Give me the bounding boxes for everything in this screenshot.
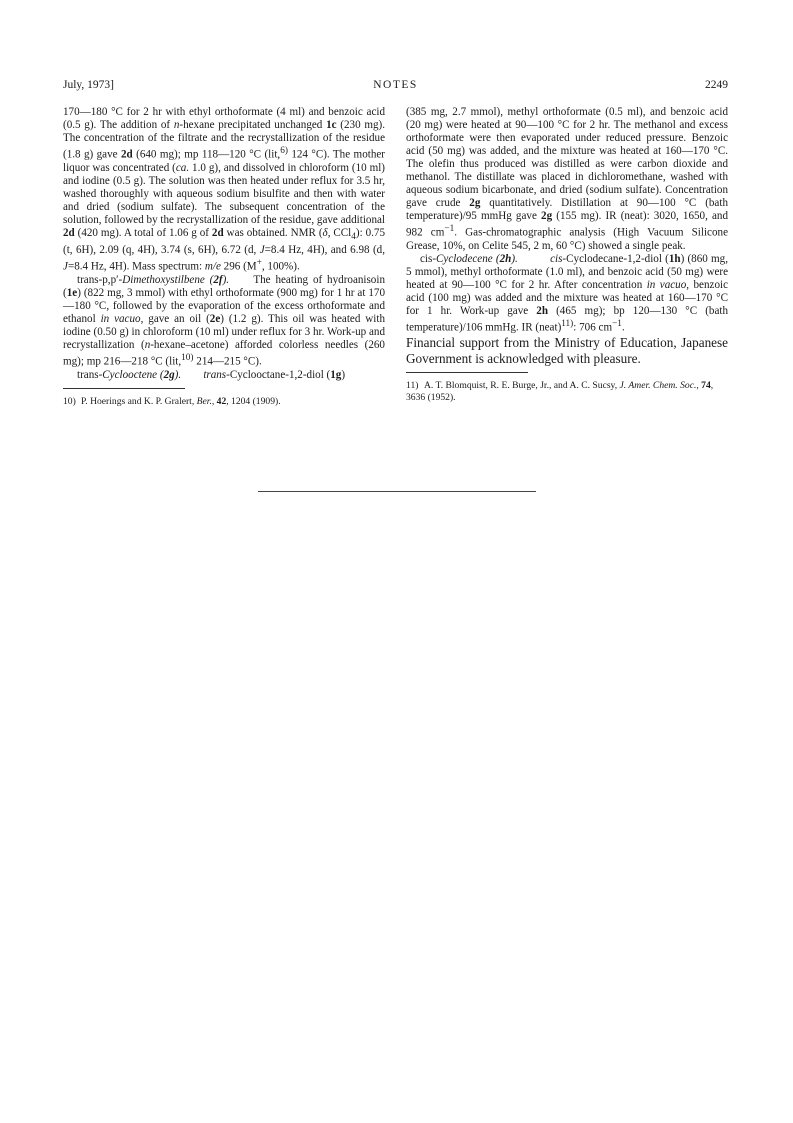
right-column xyxy=(406,106,728,404)
paragraph-cyclooctene-start: trans-Cyclooctene (2g). trans-Cyclooctane-1,2-diol (1g) xyxy=(77,369,346,382)
page-number: 2249 xyxy=(705,79,728,91)
acknowledgment: Financial support from the Ministry of Education, Japanese Government is acknowledged with pleasure. xyxy=(406,335,728,366)
footnote-divider xyxy=(406,372,528,373)
header-date: July, 1973] xyxy=(63,79,115,91)
article-end-rule xyxy=(258,491,536,492)
footnote-number: 10) xyxy=(63,396,76,408)
footnote-divider xyxy=(63,388,185,389)
footnote-10 xyxy=(63,396,385,408)
footnote-number: 11) xyxy=(406,380,419,392)
paragraph-2d-synthesis: 170—180 °C for 2 hr with ethyl orthoformate (4 ml) and benzoic acid (0.5 g). The addition of n-hexane precipitated unchanged 1c (230 mg). The concentration of the filtrate and the recrystallization of the residue (1.8 g) gave 2d (640 mg); mp 118—120 °C (lit,$^{6)}$ 124 °C). The mother liquor was concentrated (ca. 1.0 g), and dissolved in chloroform (10 ml) and iodine (0.5 g). The solution was then heated under reflux for 3.5 hr, washed thoroughly with aqueous sodium bisulfite and then with water and dried (sodium sulfate). The subsequent concentration of the solution, followed by the recrystallization of the residue, gave additional 2d (420 mg). A total of 1.06 g of 2d was obtained. NMR (δ, CCl$_4$): 0.75 (t, 6H), 2.09 (q, 4H), 3.74 (s, 6H), 6.72 (d, J=8.4 Hz, 4H), and 6.98 (d, J=8.4 Hz, 4H). Mass spectrum: m/e 296 (M+, 100%). xyxy=(63,106,386,274)
paragraph-cyclodecene: cis-Cyclodecene (2h). cis-Cyclodecane-1,2-diol (1h) (860 mg, 5 mmol), methyl orthoformate (1.0 ml), and benzoic acid (50 mg) were heated at 90—100 °C for 2 hr. After concentration in vacuo, benzoic acid (100 mg) was added and the mixture was heated at 160—170 °C for 1 hr. Work-up gave 2h (465 mg); bp 120—130 °C (bath temperature)/106 mmHg. IR (neat)$^{11)}$: 706 $cm^{-1}$. xyxy=(406,253,729,335)
footnote-text: P. Hoerings and K. P. Gralert, Ber., 42, 1204 (1909). xyxy=(81,396,281,408)
paragraph-dimethoxystilbene: trans-p,p′-Dimethoxystilbene (2f). The heating of hydroanisoin (1e) (822 mg, 3 mmol) with ethyl orthoformate (900 mg) for 1 hr at 170—180 °C, followed by the evaporation of the excess orthoformate and ethanol in vacuo, gave an oil (2e) (1.2 g). This oil was heated with iodine (0.50 g) in chloroform (10 ml) under reflux for 3 hr. Work-up and recrystallization (n-hexane–acetone) afforded colorless needles (260 mg); mp 216—218 °C (lit,$^{10)}$ 214—215 °C). xyxy=(63,274,386,369)
paragraph-cyclooctene-continued: (385 mg, 2.7 mmol), methyl orthoformate (0.5 ml), and benzoic acid (20 mg) were heated at 90—100 °C for 2 hr. The methanol and excess orthoformate were then evaporated under reduced pressure. Benzoic acid (50 mg) was added, and the mixture was heated at 160—170 °C. The olefin thus produced was distilled as were carbon dioxide and methanol. The distillate was placed in dichloromethane, washed with aqueous sodium bicarbonate, and dried (sodium sulfate). Concentration gave crude 2g quantitatively. Distillation at 90—100 °C (bath temperature)/95 mmHg gave 2g (155 mg). IR (neat): 3020, 1650, and 982 $cm^{-1}$. Gas-chromatographic analysis (High Vacuum Silicone Grease, 10%, on Celite 545, 2 m, 60 °C) showed a single peak. xyxy=(406,106,729,253)
left-column xyxy=(63,106,385,408)
running-header xyxy=(63,79,728,95)
footnote-11 xyxy=(406,380,728,404)
header-section: NOTES xyxy=(373,79,418,91)
footnote-text: A. T. Blomquist, R. E. Burge, Jr., and A. C. Sucsy, J. Amer. Chem. Soc., 74, 3636 (1952). xyxy=(406,380,714,404)
